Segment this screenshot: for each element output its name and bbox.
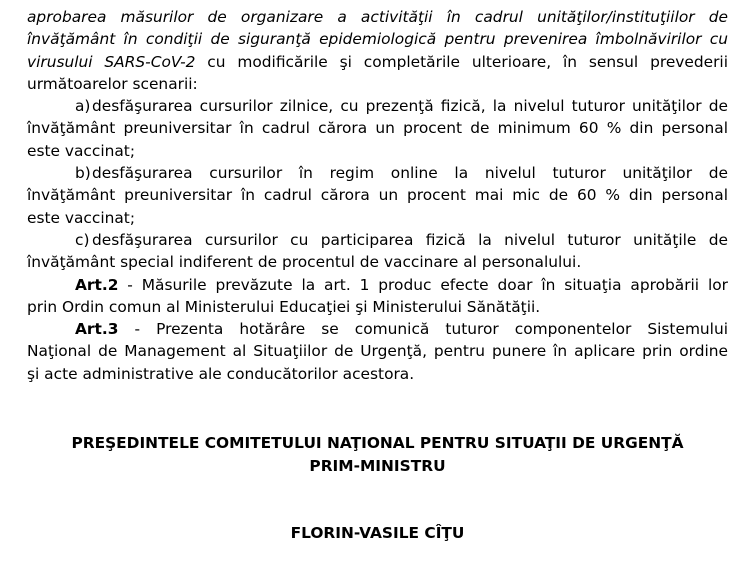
scenario-b-text: desfăşurarea cursurilor în regim online la nivelul tuturor unităţilor de — [92, 164, 728, 183]
scenario-a-label: a) — [75, 97, 91, 116]
scenario-b-label: b) — [75, 164, 91, 183]
art2-label: Art.2 — [75, 275, 119, 294]
intro-line-4: următoarelor scenarii: — [27, 74, 198, 93]
signatory-name: FLORIN-VASILE CÎŢU — [290, 524, 465, 542]
art2-line-2: prin Ordin comun al Ministerului Educaţiei şi Ministerului Sănătăţii. — [27, 297, 541, 316]
scenario-c-label: c) — [75, 230, 90, 249]
intro-line-3-rest: cu modificările şi completările ulterioare, în sensul prevederii — [195, 52, 728, 71]
intro-line-1: aprobarea măsurilor de organizare a activităţii în cadrul unităţilor/instituţiilor de — [27, 8, 728, 26]
virus-name: virusului SARS-CoV-2 — [27, 52, 196, 71]
scenario-b-line-3: este vaccinat; — [27, 208, 136, 227]
intro-line-3 — [27, 51, 728, 73]
scenario-b-line-1 — [27, 162, 728, 184]
scenario-c-line-2: învăţământ special indiferent de procentul de vaccinare al personalului. — [27, 253, 582, 272]
document-body — [27, 6, 728, 385]
scenario-c-text: desfăşurarea cursurilor cu participarea fizică la nivelul tuturor unităţile de — [92, 230, 728, 249]
scenario-a-line-2: învăţământ preuniversitar în cadrul cărora un procent de minimum 60 % din personal — [27, 119, 728, 138]
art2-text: - Măsurile prevăzute la art. 1 produc efecte doar în situaţia aprobării lor — [118, 275, 728, 294]
scenario-a-line-1 — [27, 95, 728, 117]
scenario-b-line-2: învăţământ preuniversitar în cadrul cărora un procent mai mic de 60 % din personal — [27, 186, 728, 205]
scenario-a-line-3: este vaccinat; — [27, 141, 136, 160]
scenario-a-text: desfăşurarea cursurilor zilnice, cu prezenţă fizică, la nivelul tuturor unităţilor de — [92, 97, 728, 116]
art3-text: - Prezenta hotărâre se comunică tuturor componentelor Sistemului — [118, 320, 728, 339]
art3-line-2: Naţional de Management al Situaţiilor de Urgenţă, pentru punere în aplicare prin ordine — [27, 342, 728, 361]
signatory-title-line-1: PREŞEDINTELE COMITETULUI NAŢIONAL PENTRU SITUAŢII DE URGENŢĂ — [71, 434, 684, 452]
signatory-title-line-2: PRIM-MINISTRU — [309, 457, 446, 475]
art3-label: Art.3 — [75, 320, 119, 339]
art2-line-1 — [27, 274, 728, 296]
art3-line-3: şi acte administrative ale conducătorilor acestora. — [27, 364, 415, 383]
intro-line-2: învăţământ în condiţii de siguranţă epidemiologică pentru prevenirea îmbolnăvirilor cu — [27, 30, 728, 49]
art3-line-1 — [27, 318, 728, 340]
scenario-c-line-1 — [27, 229, 728, 251]
